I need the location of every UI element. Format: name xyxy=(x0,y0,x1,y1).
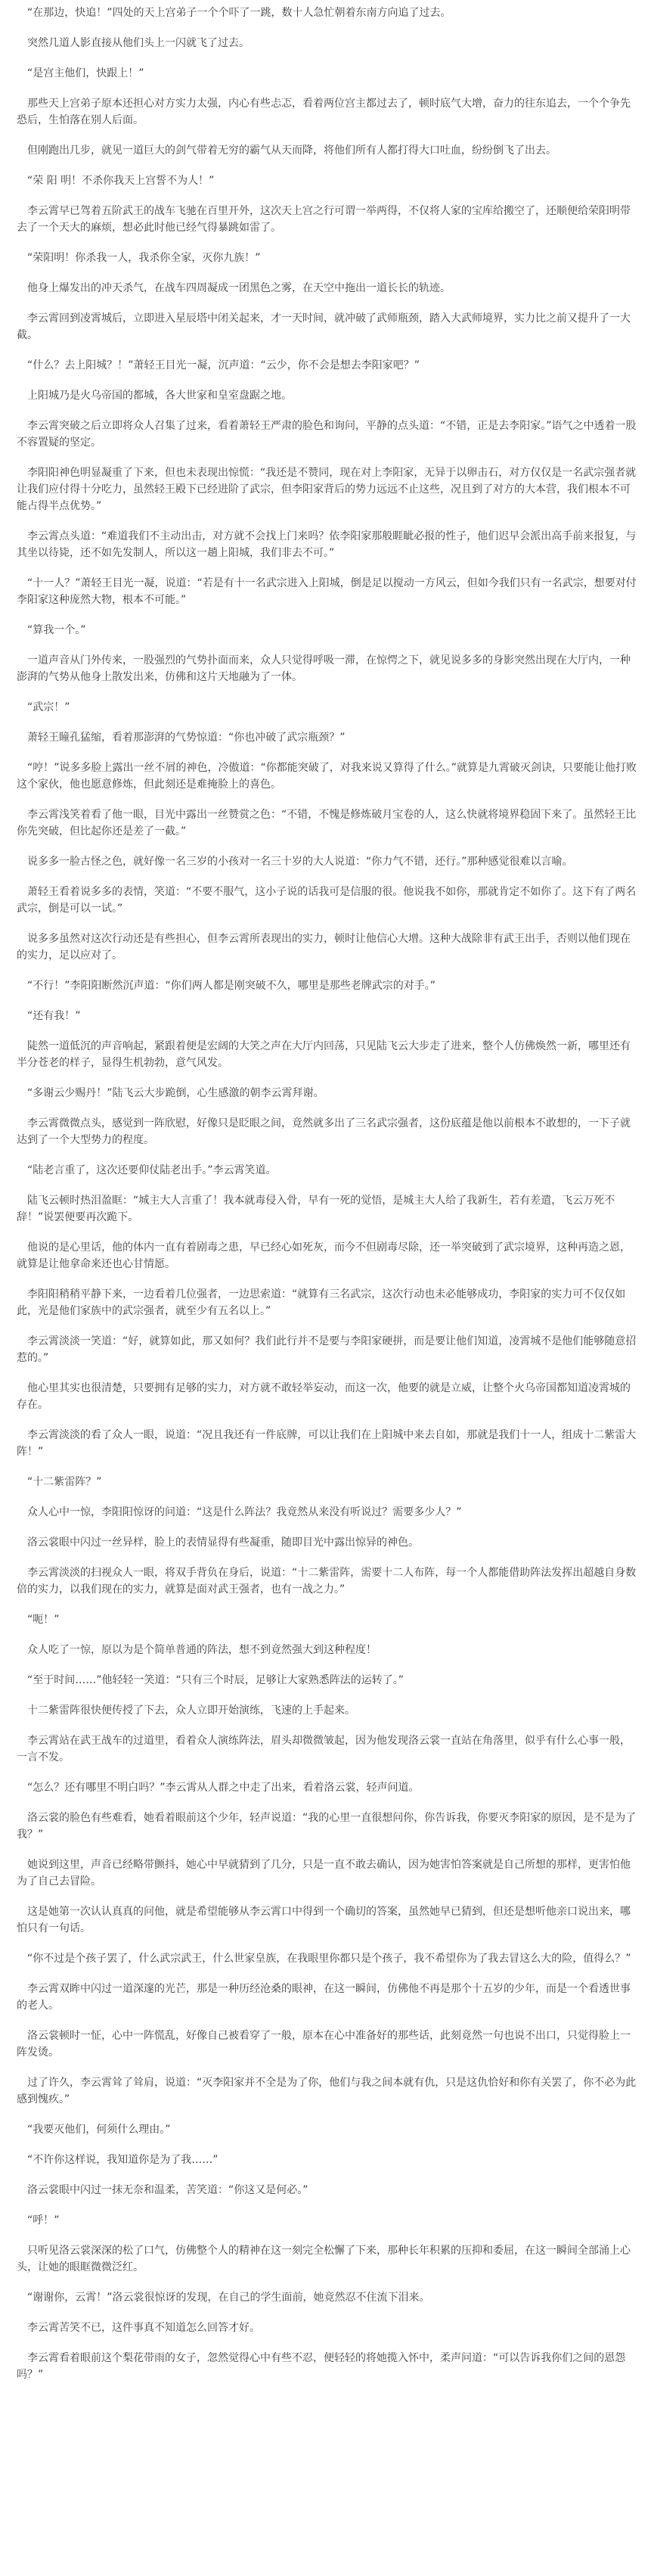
paragraph: “荣阳明！你杀我一人，我杀你全家，灭你九族！” xyxy=(27,252,261,264)
paragraph: 他身上爆发出的冲天杀气，在战车四周凝成一团黑色之雾，在天空中拖出一道长长的轨迹。 xyxy=(27,282,451,294)
paragraph: 李云霄双眸中闪过一道深邃的光芒，那是一种历经沧桑的眼神，在这一瞬间，仿佛他不再是那个十五岁的少年，而是一个看透世事的老人。 xyxy=(17,1983,631,2012)
paragraph: 李云霄淡淡的看了众人一眼，说道：“况且我还有一件底牌，可以让我们在上阳城中来去自如，那就是我们十一人，组成十二紫雷大阵！” xyxy=(17,1429,637,1458)
paragraph: 她说到这里，声音已经略带颤抖，她心中早就猜到了几分，只是一直不敢去确认，因为她害怕答案就是自己所想的那样，更害怕他为了自己去冒险。 xyxy=(17,1859,631,1888)
paragraph: 李云霄早已驾着五阶武王的战车飞驰在百里开外，这次天上宫之行可谓一举两得，不仅将人家的宝库给搬空了，还顺便给荣阳明带去了一个天大的麻烦，想必此时他已经气得暴跳如雷了。 xyxy=(17,205,631,234)
paragraph: 说多多一脸古怪之色，就好像一名三岁的小孩对一名三十岁的大人说道：“你力气不错，还行。”那种感觉很难以言喻。 xyxy=(27,856,573,868)
paragraph: 李云霄淡淡一笑道：“好，就算如此，那又如何？我们此行并不是要与李阳家硬拼，而是要让他们知道，凌霄城不是他们能够随意招惹的。” xyxy=(17,1335,637,1364)
paragraph: 众人心中一惊，李阳阳惊讶的问道：“这是什么阵法？我竟然从来没有听说过？需要多少人？” xyxy=(27,1506,462,1518)
paragraph: “谢谢你，云霄！”洛云裳很惊讶的发现，在自己的学生面前，她竟然忍不住流下泪来。 xyxy=(27,2292,430,2304)
paragraph: 李云霄淡淡的扫视众人一眼，将双手背负在身后，说道：“十二紫雷阵，需要十二人布阵，每一个人都能借助阵法发挥出超越自身数倍的实力，以我们现在的实力，就算是面对武王强者，也有一战之力。” xyxy=(17,1567,637,1596)
paragraph: 十二紫雷阵很快便传授了下去，众人立即开始演练，飞速的上手起来。 xyxy=(27,1704,355,1717)
paragraph: 李阳阳稍稍平静下来，一边看着几位强者，一边思索道：“就算有三名武宗，这次行动也未必能够成功，李阳家的实力可不仅仅如此，光是他们家族中的武宗强者，就至少有五名以上。” xyxy=(17,1288,626,1317)
paragraph: 这是她第一次认认真真的问他，就是希望能够从李云霄口中得到一个确切的答案，虽然她早已猜到，但还是想听他亲口说出来，哪怕只有一句话。 xyxy=(17,1906,631,1934)
paragraph: “是宫主他们，快跟上！” xyxy=(27,67,144,79)
paragraph: 洛云裳眼中闪过一抹无奈和温柔，苦笑道：“你这又是何必。” xyxy=(27,2184,308,2196)
paragraph: 陡然一道低沉的声音响起，紧跟着便是宏阔的大笑之声在大厅内回荡，只见陆飞云大步走了进来，整个人仿佛焕然一新，哪里还有半分苍老的样子，显得生机勃勃，意气风发。 xyxy=(17,1040,631,1069)
paragraph: “至于时间……”他轻轻一笑道：“只有三个时辰，足够让大家熟悉阵法的运转了。” xyxy=(27,1674,404,1686)
paragraph: “你不过是个孩子罢了，什么武宗武王，什么世家皇族，在我眼里你都只是个孩子，我不希望你为了我去冒这么大的险，值得么？” xyxy=(27,1953,631,1965)
paragraph: 李云霄苦笑不已，这件事真不知道怎么回答才好。 xyxy=(27,2322,260,2334)
paragraph: 洛云裳的脸色有些难看，她看着眼前这个少年，轻声说道：“我的心里一直很想问你，你告诉我，你要灭李阳家的原因，是不是为了我？” xyxy=(17,1812,637,1841)
paragraph: 李云霄浅笑着看了他一眼，目光中露出一丝赞赏之色：“不错，不愧是修炼破月宝卷的人，这么快就将境界稳固下来了。虽然轻王比你先突破，但比起你还是差了一截。” xyxy=(17,809,637,837)
paragraph: “不行！”李阳阳断然沉声道：“你们两人都是刚突破不久，哪里是那些老牌武宗的对手。” xyxy=(27,980,436,992)
paragraph: 只听见洛云裳深深的松了口气，仿佛整个人的精神在这一刻完全松懈了下来，那种长年积累的压抑和委屈，在这一瞬间全部涌上心头，让她的眼眶微微泛红。 xyxy=(17,2245,631,2273)
paragraph: “什么？去上阳城？！”萧轻王目光一凝，沉声道：“云少，你不会是想去李阳家吧？” xyxy=(27,359,420,371)
paragraph: 萧轻王看着说多多的表情，笑道：“不要不服气，这小子说的话我可是信服的很。他说我不如你，那就肯定不如你了。这下有了两名武宗，倒是可以一试。” xyxy=(17,886,637,915)
paragraph: “荣 阳 明！不杀你我天上宫誓不为人！” xyxy=(27,175,215,187)
paragraph: “哼！”说多多脸上露出一丝不屑的神色，冷傲道：“你都能突破了，对我来说又算得了什么。”就算是九霄破灭剑诀，只要能让他打败这个家伙，他也愿意修炼，但此刻还是难掩脸上的喜色。 xyxy=(17,762,637,791)
paragraph: 但刚跑出几步，就见一道巨大的剑气带着无穷的霸气从天而降，将他们所有人都打得大口吐血，纷纷倒飞了出去。 xyxy=(27,144,556,157)
paragraph: “在那边，快追！”四处的天上宫弟子一个个吓了一跳，数十人急忙朝着东南方向追了过去。 xyxy=(27,7,451,19)
paragraph: 突然几道人影直接从他们头上一闪就飞了过去。 xyxy=(27,37,250,49)
paragraph: 他说的是心里话，他的体内一直有着剧毒之患，早已经心如死灰，而今不但剧毒尽除，还一举突破到了武宗境界，这种再造之恩，就算是让他拿命来还也心甘情愿。 xyxy=(17,1241,631,1270)
paragraph: “呃！” xyxy=(27,1614,60,1626)
paragraph: “不许你这样说，我知道你是为了我……” xyxy=(27,2154,219,2166)
paragraph: 过了许久，李云霄耸了耸肩，说道：“灭李阳家并不全是为了你，他们与我之间本就有仇，只是这仇恰好和你有关罢了，你不必为此感到愧疚。” xyxy=(17,2077,637,2105)
paragraph: 一道声音从门外传来，一股强烈的气势扑面而来，众人只觉得呼吸一滞，在惊愕之下，就见说多多的身影突然出现在大厅内，一种澎湃的气势从他身上散发出来，仿佛和这片天地融为了一体。 xyxy=(17,654,631,683)
paragraph: 说多多虽然对这次行动还是有些担心，但李云霄所表现出的实力，顿时让他信心大增。这种大战除非有武王出手，否则以他们现在的实力，足以应对了。 xyxy=(17,933,631,962)
paragraph: 上阳城乃是火乌帝国的都城，各大世家和皇室盘踞之地。 xyxy=(27,390,292,402)
paragraph: “十二紫雷阵？” xyxy=(27,1476,102,1488)
paragraph: 李云霄微微点头，感觉到一阵欣慰，好像只是眨眼之间，竟然就多出了三名武宗强者，这份底蕴是他以前根本不敢想的，一下子就达到了一个大型势力的程度。 xyxy=(17,1117,631,1146)
paragraph: “算我一个。” xyxy=(27,624,86,636)
paragraph: 萧轻王瞳孔猛缩，看着那澎湃的气势惊道：“你也冲破了武宗瓶颈？” xyxy=(27,732,346,744)
paragraph: “陆老言重了，这次还要仰仗陆老出手。”李云霄笑道。 xyxy=(27,1164,277,1176)
paragraph: “多谢云少赐丹！”陆飞云大步跪倒，心生感激的朝李云霄拜谢。 xyxy=(27,1087,324,1099)
paragraph: 众人吃了一惊，原以为是个简单普通的阵法，想不到竟然强大到这种程度！ xyxy=(27,1644,377,1656)
paragraph: 洛云裳顿时一怔，心中一阵慌乱，好像自己被看穿了一般，原本在心中准备好的那些话，此刻竟然一句也说不出口，只觉得脸上一阵发烫。 xyxy=(17,2030,631,2059)
paragraph: 李云霄站在武王战车的过道里，看着众人演练阵法，眉头却微微皱起，因为他发现洛云裳一直站在角落里，似乎有什么心事一般，一言不发。 xyxy=(17,1735,631,1763)
paragraph: 洛云裳眼中闪过一丝异样，脸上的表情显得有些凝重，随即目光中露出惊异的神色。 xyxy=(27,1537,419,1549)
paragraph: 那些天上宫弟子原本还担心对方实力太强，内心有些忐忑，看着两位宫主都过去了，顿时底气大增，奋力的往东追去，一个个争先恐后，生怕落在别人后面。 xyxy=(17,98,631,126)
paragraph: 李云霄突破之后立即将众人召集了过来，看着萧轻王严肃的脸色和询问，平静的点头道：“不错，正是去李阳家。”语气之中透着一股不容置疑的坚定。 xyxy=(17,420,637,449)
paragraph: 李云霄回到凌霄城后，立即进入星辰塔中闭关起来，才一天时间，就冲破了武师瓶颈，踏入大武师境界，实力比之前又提升了一大截。 xyxy=(17,312,631,341)
paragraph: “我要灭他们，何须什么理由。” xyxy=(27,2124,171,2136)
paragraph: “还有我！” xyxy=(27,1010,81,1022)
paragraph: “呼！” xyxy=(27,2214,60,2226)
paragraph: “武宗！” xyxy=(27,701,70,713)
paragraph: 陆飞云顿时热泪盈眶：“城主大人言重了！我本就毒侵入骨，早有一死的觉悟，是城主大人给了我新生，若有差遣，飞云万死不辞！”说罢便要再次跪下。 xyxy=(17,1195,615,1223)
paragraph: 李云霄点头道：“难道我们不主动出击，对方就不会找上门来吗？依李阳家那般睚眦必报的性子，他们迟早会派出高手前来报复，与其坐以待毙，还不如先发制人，所以这一趟上阳城，我们非去不可。” xyxy=(17,530,637,559)
paragraph: 李阳阳神色明显凝重了下来，但也未表现出惊慌：“我还是不赞同，现在对上李阳家，无异于以卵击石，对方仅仅是一名武宗强者就让我们应付得十分吃力，虽然轻王殿下已经进阶了武宗，但李阳家背后的势力远远不止这些，况且到了对方的大本营，我们根本不可能占得半点优势。” xyxy=(17,467,637,512)
paragraph: 李云霄看着眼前这个梨花带雨的女子，忽然觉得心中有些不忍，便轻轻的将她揽入怀中，柔声问道：“可以告诉我你们之间的恩怨吗？” xyxy=(17,2352,626,2381)
paragraph: “怎么？还有哪里不明白吗？”李云霄从人群之中走了出来，看着洛云裳，轻声问道。 xyxy=(27,1782,420,1794)
paragraph: 他心里其实也很清楚，只要拥有足够的实力，对方就不敢轻举妄动，而这一次，他要的就是立威，让整个火乌帝国都知道凌霄城的存在。 xyxy=(17,1382,631,1411)
paragraph: “十一人？”萧轻王目光一凝，说道：“若是有十一名武宗进入上阳城，倒是足以搅动一方风云，但如今我们只有一名武宗，想要对付李阳家这种庞然大物，根本不可能。” xyxy=(17,577,637,606)
